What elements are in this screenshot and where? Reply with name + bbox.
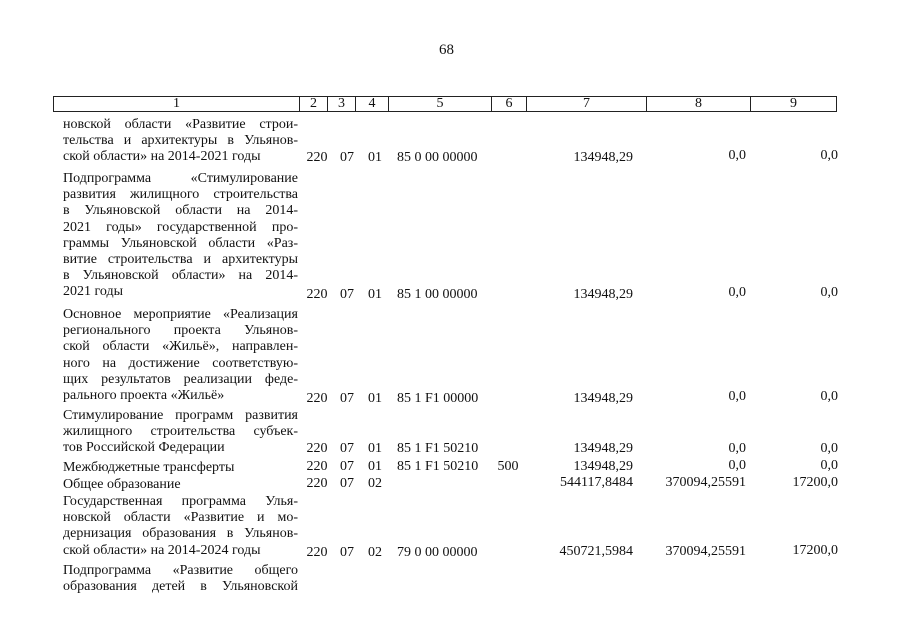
cell-subsection: 02 [368, 545, 382, 560]
cell-subsection: 01 [368, 391, 382, 406]
table-header [53, 96, 837, 112]
header-col-1: 1 [173, 96, 180, 111]
cell-section: 07 [340, 441, 354, 456]
cell-subsection: 01 [368, 459, 382, 474]
cell-sum-2: 0,0 [728, 148, 746, 163]
cell-sum-2: 370094,25591 [665, 475, 746, 490]
cell-section: 07 [340, 150, 354, 165]
header-col-8: 8 [695, 96, 702, 111]
cell-sum-3: 17200,0 [792, 475, 838, 490]
cell-code: 220 [306, 476, 328, 491]
cell-code: 220 [306, 287, 328, 302]
cell-sum-3: 0,0 [820, 458, 838, 473]
cell-sum-3: 0,0 [820, 285, 838, 300]
cell-code: 220 [306, 441, 328, 456]
header-col-5: 5 [436, 96, 444, 111]
cell-sum-3: 0,0 [820, 148, 838, 163]
cell-code: 220 [306, 150, 328, 165]
header-col-9: 9 [790, 96, 797, 111]
row-description: Подпрограмма «Стимулирование развития жилищного строительства в Ульяновской области на 2014- 2021 годы» государственной про- граммы Ульяновской области «Раз- витие строительства и архитектуры в Ульяновской области» на 2014- 2021 годы [63, 171, 298, 300]
row-description: Общее образование [63, 477, 181, 492]
cell-target: 85 1 F1 50210 [397, 459, 479, 474]
cell-code: 220 [306, 459, 328, 474]
cell-code: 220 [306, 391, 328, 406]
row-description: новской области «Развитие строи- тельства и архитектуры в Ульянов- ской области» на 2014-2021 годы [63, 117, 298, 165]
header-col-7: 7 [583, 96, 590, 111]
cell-target: 85 1 F1 00000 [397, 391, 479, 406]
cell-subsection: 02 [368, 476, 382, 491]
cell-sum-1: 134948,29 [573, 441, 633, 456]
cell-section: 07 [340, 287, 354, 302]
cell-sum-1: 134948,29 [573, 391, 633, 406]
cell-sum-3: 0,0 [820, 389, 838, 404]
cell-sum-2: 370094,25591 [665, 544, 746, 559]
cell-target: 79 0 00 00000 [397, 545, 478, 560]
cell-subsection: 01 [368, 441, 382, 456]
header-col-2: 2 [310, 96, 317, 111]
cell-sum-1: 134948,29 [573, 150, 633, 165]
row-description: Подпрограмма «Развитие общего образования детей в Ульяновской [63, 563, 298, 595]
cell-code: 220 [306, 545, 328, 560]
cell-sum-2: 0,0 [728, 389, 746, 404]
cell-sum-2: 0,0 [728, 441, 746, 456]
cell-sum-1: 450721,5984 [559, 544, 633, 559]
row-description: Основное мероприятие «Реализация регионального проекта Ульянов- ской области «Жильё», направлен- ного на достижение соответствую- щих результатов реализации феде- рального проекта «Жильё» [63, 307, 298, 404]
row-description: Государственная программа Улья- новской области «Развитие и мо- дернизация образования в Ульянов- ской области» на 2014-2024 годы [63, 494, 298, 558]
row-description: Стимулирование программ развития жилищного строительства субъек- тов Российской Федерации [63, 408, 298, 456]
header-col-6: 6 [505, 96, 513, 111]
cell-sum-1: 134948,29 [573, 287, 633, 302]
cell-sum-3: 17200,0 [792, 543, 838, 558]
cell-target: 85 1 F1 50210 [397, 441, 479, 456]
cell-expense-type: 500 [497, 459, 519, 474]
cell-target: 85 0 00 00000 [397, 150, 478, 165]
cell-sum-2: 0,0 [728, 458, 746, 473]
cell-section: 07 [340, 391, 354, 406]
cell-sum-1: 134948,29 [573, 459, 633, 474]
cell-subsection: 01 [368, 287, 382, 302]
cell-sum-1: 544117,8484 [560, 475, 633, 490]
header-col-3: 3 [338, 96, 345, 111]
cell-section: 07 [340, 476, 354, 491]
cell-section: 07 [340, 459, 354, 474]
header-col-4: 4 [368, 96, 376, 111]
cell-sum-2: 0,0 [728, 285, 746, 300]
cell-subsection: 01 [368, 150, 382, 165]
cell-sum-3: 0,0 [820, 441, 838, 456]
row-description: Межбюджетные трансферты [63, 460, 235, 475]
cell-target: 85 1 00 00000 [397, 287, 478, 302]
page-number: 68 [439, 42, 454, 58]
cell-section: 07 [340, 545, 354, 560]
